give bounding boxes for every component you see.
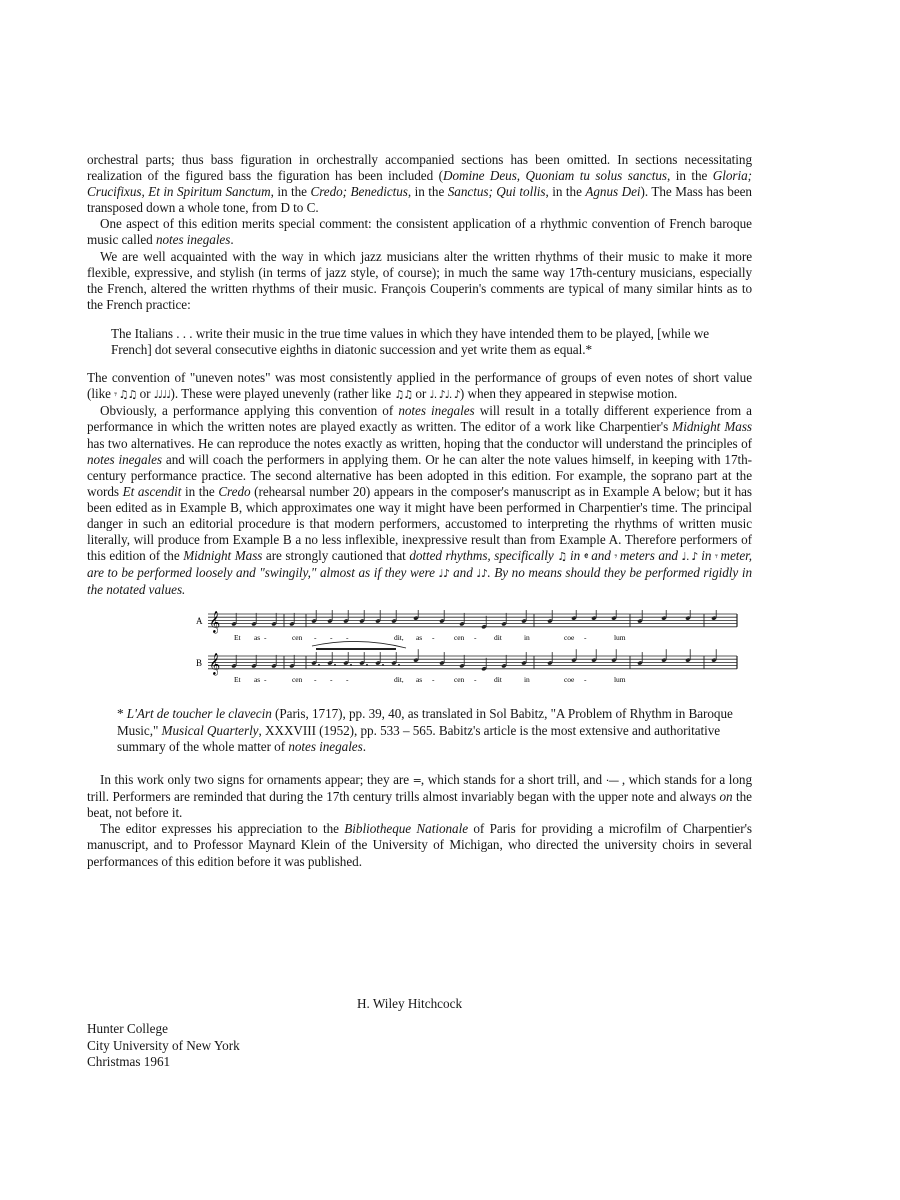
lyric-syllable: coe xyxy=(564,675,575,685)
text-run: the beat, not before it. xyxy=(87,789,752,821)
note-symbol-icon: ♩♩♩♩ xyxy=(153,388,171,402)
lyric-syllable: as xyxy=(416,675,423,685)
lyric-syllable: cen xyxy=(454,675,465,685)
text-run: or xyxy=(139,386,151,402)
italic-run: in xyxy=(701,548,712,564)
text-run: , in the xyxy=(270,184,311,200)
signature: H. Wiley Hitchcock xyxy=(357,996,463,1011)
dot-mark xyxy=(334,664,336,666)
italic-run: in xyxy=(570,548,581,564)
italic-run: Agnus Dei xyxy=(585,184,641,200)
lyric-syllable: dit, xyxy=(394,675,404,685)
short-trill-icon: = xyxy=(412,774,421,788)
paragraph-obviously xyxy=(87,403,752,598)
italic-run: Midnight Mass xyxy=(183,548,263,564)
italic-run: Domine Deus, Quoniam tu solus sanctus xyxy=(442,168,667,184)
lyric-syllable: Et xyxy=(234,633,241,643)
italic-run: Credo; Benedictus xyxy=(310,184,408,200)
italic-run: . By no means should they be performed rigidly in the notated values. xyxy=(87,565,752,598)
long-trill-icon: ·— xyxy=(605,774,619,788)
lyric-syllable: in xyxy=(524,633,530,643)
text-run: , which stands for a long trill. Performers are reminded that during the 17th century trills almost invariably began with the upper note and always xyxy=(87,772,753,805)
text-run: In this work only two signs for ornaments appear; they are xyxy=(100,772,410,788)
meter-symbol-icon: 𝄵 xyxy=(583,550,588,564)
example-label: A xyxy=(196,616,203,627)
paragraph-jazz xyxy=(87,249,752,313)
quote-text: The Italians . . . write their music in the true time values in which they have intended them to be played, [while we French] dot several consecutive eighths in diatonic succession and yet write them as equal.* xyxy=(111,325,710,358)
address-block xyxy=(87,1021,240,1071)
note-symbol-icon: ♩♪ xyxy=(476,567,488,581)
text-run: and will coach the performers in applying them. Or he can alter the note values himself, in keeping with 17th-century performance practice. The second alternative has been adopted in this edition. For example, the soprano part at the words xyxy=(87,451,752,499)
lyric-syllable: - xyxy=(346,675,349,685)
text-run: The editor expresses his appreciation to the xyxy=(100,821,345,837)
italic-run: Bibliotheque Nationale xyxy=(344,821,469,837)
text-run: , which stands for a short trill, and xyxy=(420,772,603,788)
music-staff-figure xyxy=(194,610,739,696)
lyric-syllable: - xyxy=(314,675,317,685)
text-run: in the xyxy=(181,483,219,499)
text-run: . xyxy=(230,232,234,248)
example-label: B xyxy=(196,658,202,669)
lyric-syllable: - xyxy=(330,633,333,643)
text-run: One aspect of this edition merits special comment: the consistent application of a rhythmic convention of French baroque music called xyxy=(87,216,752,248)
body-text xyxy=(87,152,752,870)
lyric-syllable: Et xyxy=(234,675,241,685)
text-run: , in the xyxy=(666,168,713,184)
lyric-syllable: - xyxy=(432,675,435,685)
italic-run: Sanctus; Qui tollis xyxy=(447,184,546,200)
text-run: . xyxy=(362,738,366,754)
italic-run: L'Art de toucher le clavecin xyxy=(126,706,272,722)
lyric-syllable: - xyxy=(330,675,333,685)
italic-run: dotted rhythms, specifically xyxy=(409,548,554,564)
text-run: Obviously, a performance applying this convention of xyxy=(100,403,399,419)
lyric-syllable: dit xyxy=(494,675,502,685)
italic-run: Midnight Mass xyxy=(672,419,753,435)
text-run: * xyxy=(117,706,127,722)
italic-run: notes inegales xyxy=(87,451,163,467)
music-example xyxy=(87,610,752,696)
lyric-syllable: dit, xyxy=(394,633,404,643)
text-run: (rehearsal number 20) appears in the composer's manuscript as in Example A below; but it has been edited as in Example B, which approximates one way it might have been performed in Charpentier's time. The principal danger in such an editorial procedure is that modern performers, accustomed to interpreting the rhythms of written music literally, will produce from Example B a no less inflexible, inexpressive result than from Example A. Therefore performers of this edition of the xyxy=(87,483,753,564)
lyric-syllable: - xyxy=(474,633,477,643)
lyric-syllable: as xyxy=(254,633,261,643)
dot-mark xyxy=(350,664,352,666)
lyric-syllable: as xyxy=(416,633,423,643)
lyric-syllable: - xyxy=(264,675,267,685)
note-symbol-icon: ♫ xyxy=(557,550,567,564)
text-run: The convention of "uneven notes" was most consistently applied in the performance of groups of even notes of short value (like xyxy=(87,370,752,402)
treble-clef-icon: 𝄞 xyxy=(209,611,221,634)
address-line: City University of New York xyxy=(87,1037,240,1053)
lyric-syllable: as xyxy=(254,675,261,685)
italic-run: meters and xyxy=(619,548,678,564)
text-run: ) when they appeared in stepwise motion. xyxy=(459,386,678,402)
paragraph-acknowledgements xyxy=(87,821,752,869)
italic-run: on xyxy=(719,789,733,805)
paragraph-figuration xyxy=(87,152,752,216)
text-run: , in the xyxy=(407,184,448,200)
text-run: , in the xyxy=(545,184,586,200)
text-run: has two alternatives. He can reproduce the notes exactly as written, hoping that the conductor will understand the principles of xyxy=(87,435,752,451)
italic-run: and xyxy=(591,548,611,564)
paragraph-convention xyxy=(87,216,752,248)
text-run: (Paris, 1717), pp. 39, 40, as translated in Sol Babitz, "A Problem of Rhythm in Baroque Music," xyxy=(117,706,733,738)
text-run: ). These were played unevenly (rather like xyxy=(170,386,392,402)
text-run: or xyxy=(415,386,427,402)
text-run: orchestral parts; thus bass figuration in orchestrally accompanied sections has been omitted. In sections necessitating realization of the figured bass the figuration has been included ( xyxy=(87,152,752,184)
italic-run: Et ascendit xyxy=(122,483,182,499)
address-line: Christmas 1961 xyxy=(87,1054,171,1069)
note-symbol-icon: ♫♫ xyxy=(394,388,413,402)
lyric-syllable: lum xyxy=(614,675,626,685)
lyric-syllable: - xyxy=(584,633,587,643)
lyric-syllable: cen xyxy=(454,633,465,643)
text-run: are strongly cautioned that xyxy=(262,548,410,564)
address-line: Hunter College xyxy=(87,1021,168,1036)
lyric-syllable: in xyxy=(524,675,530,685)
lyric-syllable: - xyxy=(314,633,317,643)
lyric-syllable: cen xyxy=(292,633,303,643)
text-run: , XXXVIII (1952), pp. 533 – 565. Babitz's article is the most extensive and authoritative summary of the whole matter of xyxy=(117,722,721,754)
treble-clef-icon: 𝄞 xyxy=(209,653,221,676)
lyric-syllable: - xyxy=(346,633,349,643)
paragraph-uneven-notes xyxy=(87,370,752,403)
italic-run: and xyxy=(453,565,473,581)
lyric-syllable: lum xyxy=(614,633,626,643)
paragraph-ornaments xyxy=(87,772,752,821)
lyric-syllable: - xyxy=(584,675,587,685)
italic-run: notes inegales xyxy=(398,403,475,419)
text-run: We are well acquainted with the way in which jazz musicians alter the written rhythms of their music to make it more flexible, expressive, and stylish (in terms of jazz style, of course); in much the same way 17th-century musicians, especially the French, altered the written rhythms of their music. François Couperin's comments are typical of many similar hints as to the French practice: xyxy=(87,248,752,312)
italic-run: Gloria; Crucifixus, Et in Spiritum Sanctum xyxy=(87,168,753,200)
italic-run: Credo xyxy=(218,483,251,499)
dot-mark xyxy=(382,664,384,666)
lyric-syllable: dit xyxy=(494,633,502,643)
footnote xyxy=(117,706,752,755)
dot-mark xyxy=(318,664,320,666)
lyric-syllable: - xyxy=(474,675,477,685)
note-symbol-icon: ♩. ♪ xyxy=(681,550,698,564)
slur-mark xyxy=(312,642,406,649)
lyric-syllable: - xyxy=(264,633,267,643)
dot-mark xyxy=(398,664,400,666)
italic-run: notes inegales xyxy=(288,738,363,754)
italic-run: meter, are to be performed loosely and "swingily," almost as if they were xyxy=(87,548,753,581)
text-run: of Paris for providing a microfilm of Charpentier's manuscript, and to Professor Maynard Klein of the University of Michigan, who directed the university choirs in several performances of this edition before it was published. xyxy=(87,821,752,869)
lyric-syllable: cen xyxy=(292,675,303,685)
lyric-syllable: - xyxy=(432,633,435,643)
text-run: will result in a totally different experience from a performance in which the written notes are played exactly as written. The editor of a work like Charpentier's xyxy=(87,403,752,435)
meter-symbol-icon: 𝄾 xyxy=(714,550,717,564)
note-symbol-icon: 𝄾 ♫♫ xyxy=(114,388,137,402)
note-symbol-icon: ♩♪ xyxy=(438,567,450,581)
dot-mark xyxy=(366,664,368,666)
italic-run: notes inegales xyxy=(155,232,231,248)
block-quote xyxy=(111,326,726,358)
text-run: ). The Mass has been transposed down a whole tone, from D to C. xyxy=(87,184,752,216)
lyric-syllable: coe xyxy=(564,633,575,643)
note-symbol-icon: ♩. ♪♩. ♪ xyxy=(429,388,460,402)
meter-symbol-icon: 𝄾 xyxy=(614,550,617,564)
italic-run: Musical Quarterly xyxy=(161,722,259,738)
